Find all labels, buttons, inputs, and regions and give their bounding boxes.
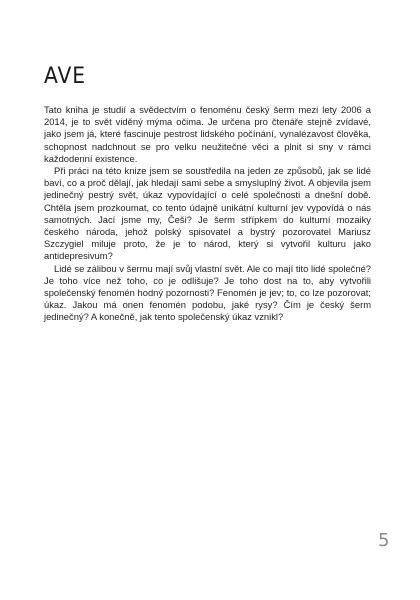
paragraph-1: Tato kniha je studií a svědectvím o fenoménu český šerm mezi lety 2006 a 2014, je to svět viděný mýma očima. Je určena pro čtenáře stejně zvídavé, jako jsem já, které fascinuje pestrost lidského počínání, vynalézavost člověka, schopnost nadchnout se pro velku neužitečné věci a plnit si sny v rámci každodenní existence. [44,104,371,164]
paragraph-3: Lidé se zálibou v šermu mají svůj vlastní svět. Ale co mají tito lidé společné? Je toho více než toho, co je odlišuje? Je toho dost na to, aby vytvořili společenský fenomén hodný pozornosti? Fenomén je jev; to, co lze pozorovat; úkaz. Jakou má onen fenomén podobu, jaké rysy? Čím je český šerm jedinečný? A konečně, jak tento společenský úkaz vznikl? [44,262,371,323]
page-number: 5 [378,530,390,551]
chapter-title: AVE [44,64,86,89]
paragraph-2: Při práci na této knize jsem se soustředila na jeden ze způsobů, jak se lidé baví, co a proč dělají, jak hledají sami sebe a smysluplný život. A objevila jsem jedinečný pestrý svět, úkaz vypovídající o celé společnosti a dnešní době. Chtěla jsem prozkoumat, co tento údajně unikátní kulturní jev vypovídá o nás samotných. Jací jsme my, Češi? Je šerm střípkem do kulturní mozaiky českého národa, jehož polský spisovatel a bystrý pozorovatel Mariusz Szczygiel miluje proto, že je to národ, který si vytvořil kulturu jako antidepresivum? [44,165,371,262]
body-text [44,104,371,324]
